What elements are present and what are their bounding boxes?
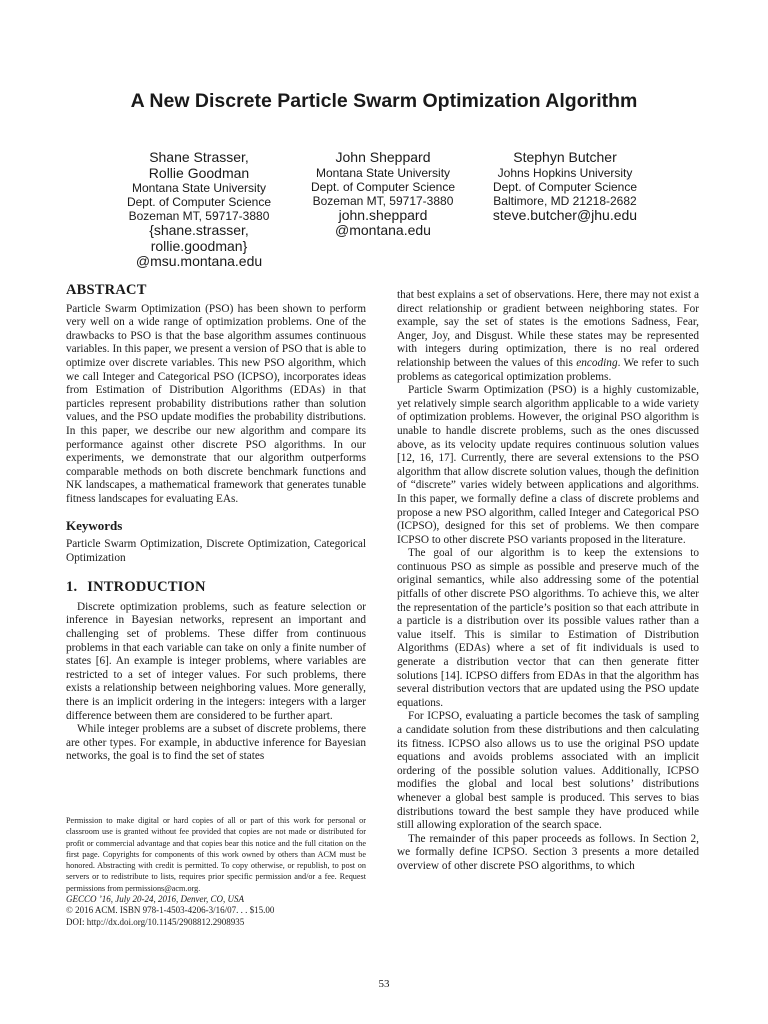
author-email: john.sheppard — [338, 206, 428, 223]
keywords-text: Particle Swarm Optimization, Discrete Optimization, Categorical Optimization — [66, 538, 366, 564]
author-affiliation: Dept. of Computer Science — [126, 195, 272, 209]
author-affiliation: Baltimore, MD 21218-2682 — [493, 193, 637, 208]
author-affiliation: Dept. of Computer Science — [310, 179, 456, 194]
author-email: @montana.edu — [335, 222, 431, 238]
body-paragraph: Particle Swarm Optimization (PSO) is a highly customizable, yet relatively simple search algorithm applicable to a wide variety of optimization problems. However, the original PSO algorithm is unable to handle discrete problems, such as the ones discussed above, as its velocity update requires continuous solution values [12, 16, 17]. Currently, there are several extensions to the PSO algorithm that allow discrete solution values, though the definition of “discrete” varies widely between applications and algorithms. In this paper, we formally define a class of discrete problems and propose a new PSO algorithm, called Integer and Categorical PSO (ICPSO), designed for this set of problems. We then compare ICPSO to other discrete PSO variants proposed in the literature. — [397, 384, 699, 546]
body-paragraph: Discrete optimization problems, such as feature selection or inference in Bayesian networks, represent an important and challenging set of problems. These differ from continuous problems in that each variable can take on only a finite number of states [6]. An example is integer problems, where variables are restricted to a set of integer values. For such problems, there exists a relationship between neighboring values. More generally, there is an implicit ordering in the integers: integers with a larger difference between them are considered to be further apart. — [66, 600, 366, 722]
body-paragraph: The goal of our algorithm is to keep the extensions to continuous PSO as simple as possible and preserve much of the original semantics, while also addressing some of the potential pitfalls of other discrete PSO algorithms. To achieve this, we alter the representation of the particle’s position so that each attribute in a particle is a distribution over its possible values rather than a value itself. This is similar to Estimation of Distribution Algorithms (EDAs) where a set of fit individuals is used to generate a distribution vector that can then generate fitter solutions [14]. ICPSO differs from EDAs in that the algorithm has several distribution vectors that are updated using the PSO update equations. — [397, 547, 699, 709]
author-block-1 — [104, 150, 294, 270]
author-name: John Sheppard — [335, 149, 431, 165]
author-name: Stephyn Butcher — [513, 149, 617, 165]
author-email: {shane.strasser, — [149, 222, 249, 238]
body-paragraph: While integer problems are a subset of discrete problems, there are other types. For example, in abductive inference for Bayesian networks, the goal is to find the set of states — [66, 723, 366, 763]
author-affiliation: Bozeman MT, 59717-3880 — [128, 209, 270, 223]
permission-block — [66, 815, 366, 928]
copyright-line: © 2016 ACM. ISBN 978-1-4503-4206-3/16/07. . . $15.00 — [66, 905, 275, 916]
author-block-3 — [470, 150, 660, 223]
section-number: 1. — [66, 579, 78, 596]
paper-title: A New Discrete Particle Swarm Optimization Algorithm — [130, 90, 638, 112]
keywords-heading: Keywords — [66, 517, 123, 533]
doi-line: DOI: http://dx.doi.org/10.1145/2908812.2908935 — [66, 916, 245, 927]
author-affiliation: Montana State University — [131, 181, 267, 195]
conference-info: GECCO ’16, July 20-24, 2016, Denver, CO, USA — [66, 894, 244, 905]
author-affiliation: Dept. of Computer Science — [492, 179, 638, 194]
page-number: 53 — [378, 978, 390, 990]
left-column — [66, 284, 366, 764]
body-paragraph — [397, 289, 699, 384]
body-paragraph: For ICPSO, evaluating a particle becomes the task of sampling a candidate solution from these distributions and then calculating its fitness. ICPSO also allows us to use the original PSO update equations and avoids problems associated with an implicit ordering of the possible solution values. Additionally, ICPSO modifies the global and local best solutions’ distributions whenever a global best sample is produced. This serves to bias distributions toward the best sample they have produced while still allowing exploration of the search space. — [397, 710, 699, 832]
paragraph-text: . We refer to such problems as categorical optimization problems. — [397, 356, 700, 383]
right-column — [397, 289, 699, 874]
body-paragraph: The remainder of this paper proceeds as follows. In Section 2, we formally define ICPSO. Section 3 presents a more detailed overview of other discrete PSO algorithms, to which — [397, 832, 699, 872]
author-name: Rollie Goodman — [148, 164, 250, 181]
author-affiliation: Johns Hopkins University — [497, 165, 633, 180]
author-email: @msu.montana.edu — [135, 253, 263, 269]
emphasis-text: encoding — [576, 356, 618, 369]
introduction-heading — [66, 581, 366, 595]
author-affiliation: Bozeman MT, 59717-3880 — [312, 193, 454, 208]
abstract-text: Particle Swarm Optimization (PSO) has been shown to perform very well on a wide range of optimization problems. One of the drawbacks to PSO is that the base algorithm assumes continuous variables. In this paper, we present a version of PSO that is able to optimize over discrete variables. This new PSO algorithm, which we call Integer and Categorical PSO (ICPSO), incorporates ideas from Estimation of Distribution Algorithms (EDAs) in that particles represent probability distributions rather than solution values, and the PSO update modifies the probability distributions. In this paper, we describe our new algorithm and compare its performance against other discrete PSO algorithms. In our experiments, we demonstrate that our algorithm outperforms comparable methods on both discrete benchmark functions and NK landscapes, a mathematical framework that generates tunable fitness landscapes for evaluating EAs. — [66, 302, 366, 505]
permission-text: Permission to make digital or hard copies of all or part of this work for personal or classroom use is granted without fee provided that copies are not made or distributed for profit or commercial advantage and that copies bear this notice and the full citation on the first page. Copyrights for components of this work owned by others than ACM must be honored. Abstracting with credit is permitted. To copy otherwise, or republish, to post on servers or to redistribute to lists, requires prior specific permission and/or a fee. Request permissions from permissions@acm.org. — [66, 816, 366, 893]
author-email: steve.butcher@jhu.edu — [492, 206, 638, 223]
author-name: Shane Strasser, — [149, 149, 249, 165]
paragraph-text: that best explains a set of observations. Here, there may not exist a direct relationship or gradient between neighboring states. For example, say the set of states is the emotions Sadness, Fear, Anger, Joy, and Disgust. While these states may be represented with integers during optimization, there is no real ordered relationship between the values of this — [397, 289, 699, 369]
section-title: INTRODUCTION — [87, 579, 206, 596]
author-affiliation: Montana State University — [315, 165, 451, 180]
author-email: rollie.goodman} — [150, 237, 248, 254]
author-block-2 — [288, 150, 478, 239]
abstract-heading: ABSTRACT — [66, 282, 147, 298]
